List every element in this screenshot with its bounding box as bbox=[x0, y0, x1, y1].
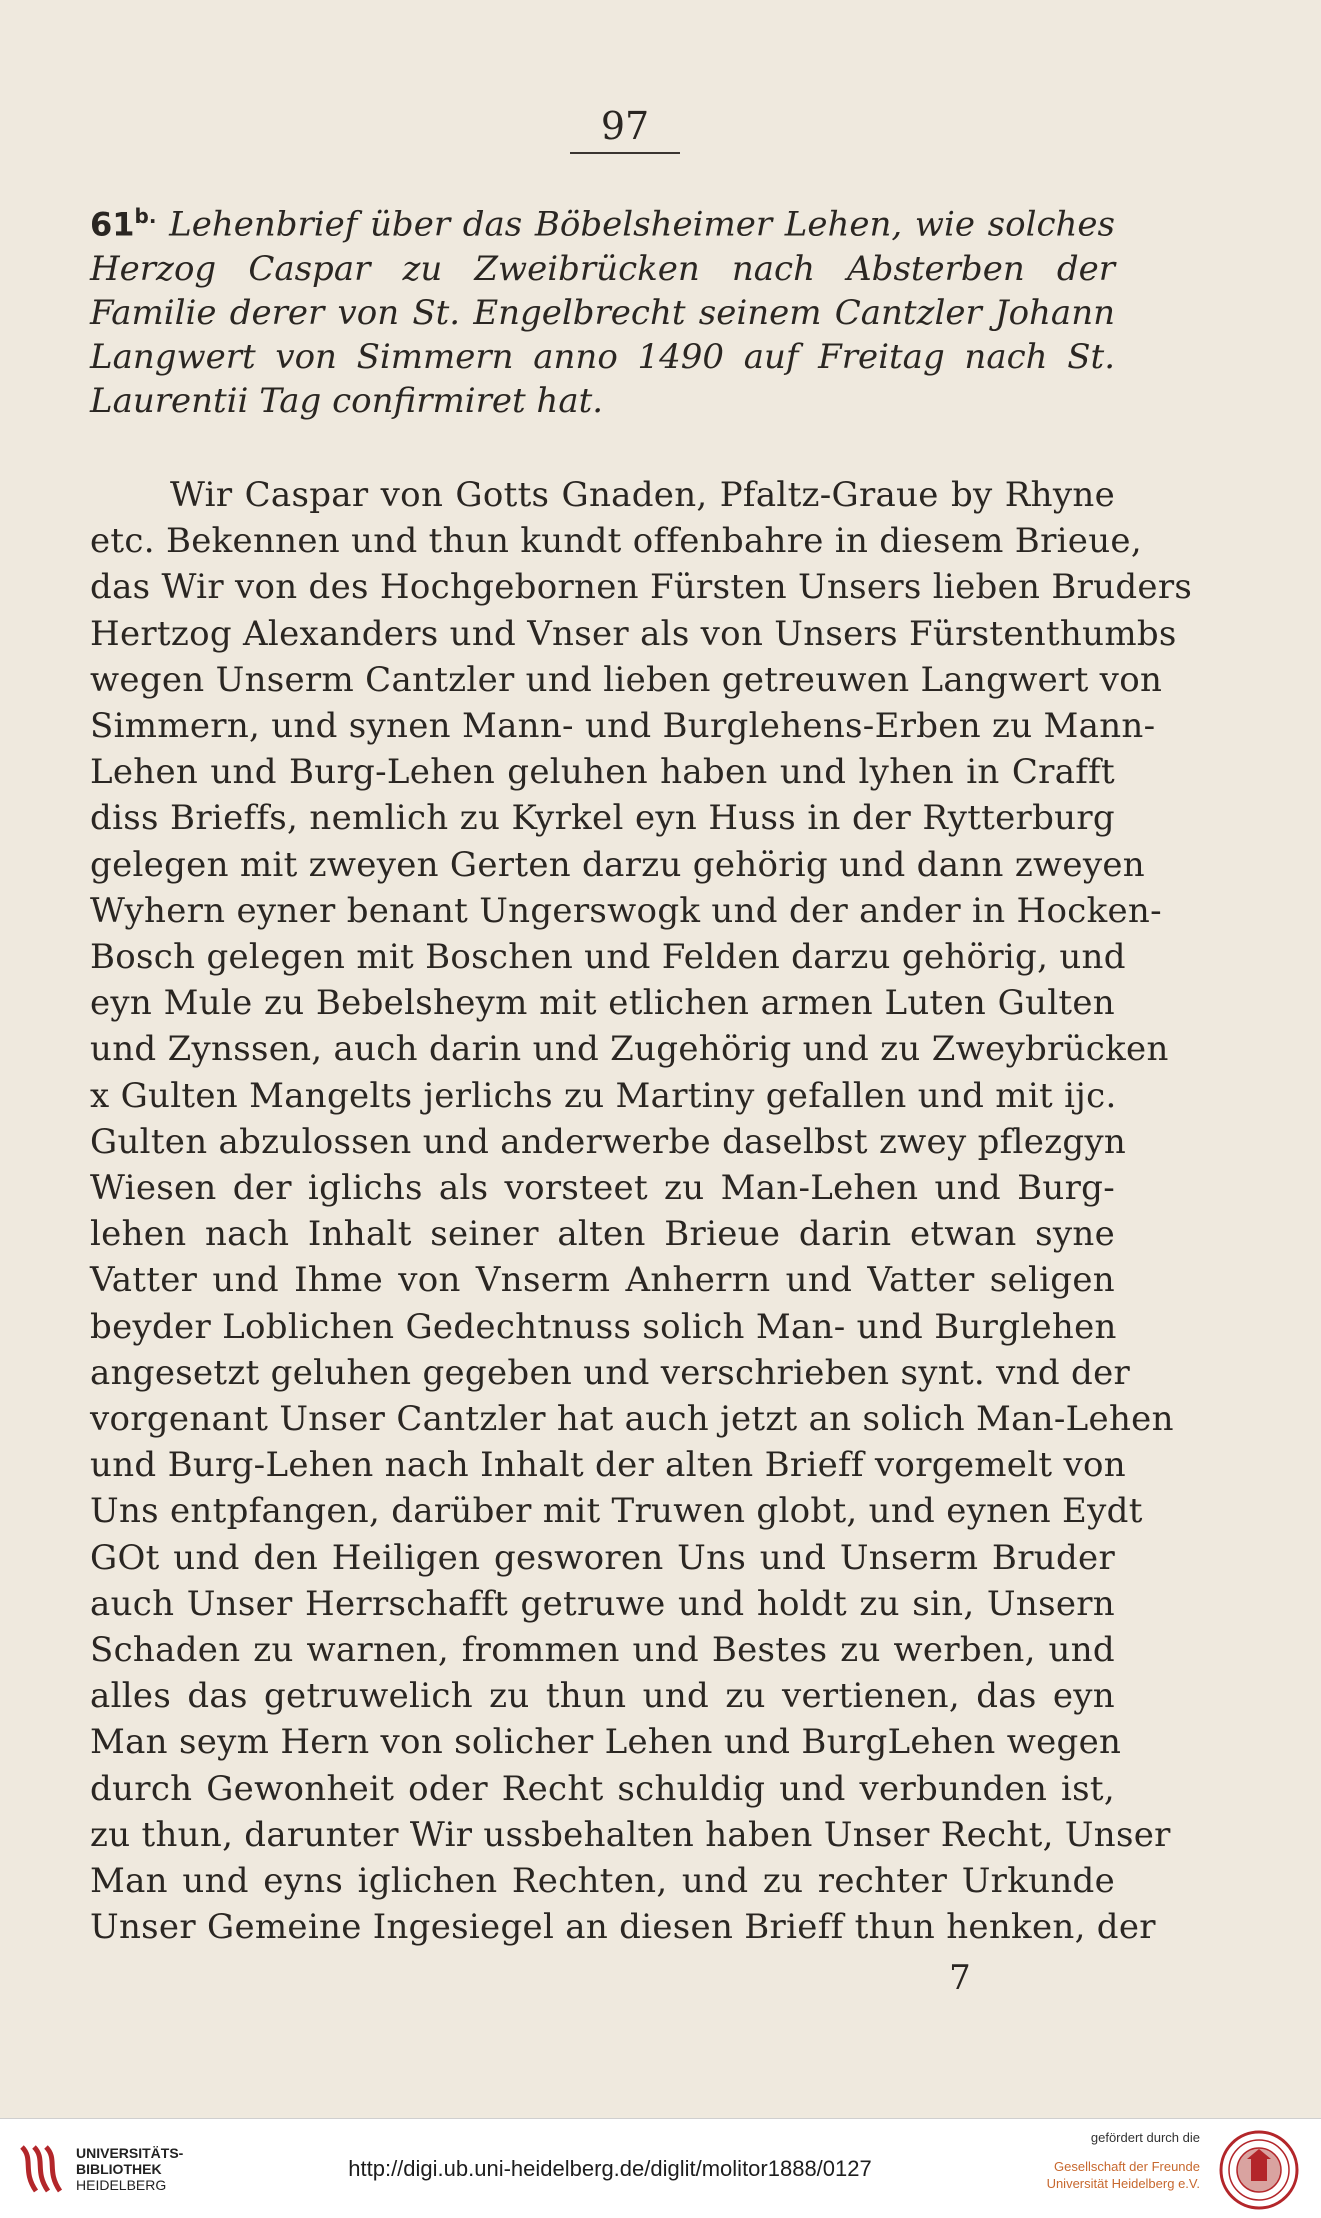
page-number: 97 bbox=[600, 104, 650, 148]
text-line: Wyhern eyner benant Ungerswogk und der ander in Hocken- bbox=[90, 890, 1162, 931]
sponsor-intro: gefördert durch die bbox=[1090, 2130, 1200, 2145]
page-number-rule bbox=[570, 152, 680, 154]
text-line: durch Gewonheit oder Recht schuldig und verbunden ist, bbox=[90, 1768, 1115, 1809]
sheet-signature-number: 7 bbox=[949, 1958, 971, 1998]
text-line: gelegen mit zweyen Gerten darzu gehörig und dann zweyen bbox=[90, 844, 1145, 885]
text-line: Man und eyns iglichen Rechten, und zu rechter Urkunde bbox=[90, 1861, 1115, 1902]
text-line: Uns entpfangen, darüber mit Truwen globt, und eynen Eydt bbox=[90, 1491, 1143, 1532]
document-heading bbox=[90, 194, 1115, 423]
text-line: Unser Gemeine Ingesiegel an diesen Brieff thun henken, der bbox=[90, 1907, 1156, 1948]
text-line: wegen Unserm Cantzler und lieben getreuwen Langwert von bbox=[90, 659, 1163, 700]
text-line: Wiesen der iglichs als vorsteet zu Man-Lehen und Burg- bbox=[90, 1168, 1115, 1209]
library-name-line: HEIDELBERG bbox=[76, 2177, 167, 2193]
text-line: Man seym Hern von solicher Lehen und BurgLehen wegen bbox=[90, 1722, 1122, 1763]
sponsor-org-line: Universität Heidelberg e.V. bbox=[1046, 2176, 1200, 2191]
text-line: eyn Mule zu Bebelsheym mit etlichen armen Luten Gulten bbox=[90, 983, 1115, 1024]
document-heading-text: Lehenbrief über das Böbelsheimer Lehen, wie solches Herzog Caspar zu Zweibrücken nach Absterben der Familie derer von St. Engelbrecht seinem Cantzler Johann Langwert von Simmern anno 1490 auf Freitag nach St. Laurentii Tag confirmiret hat. bbox=[90, 204, 1115, 422]
text-line: diss Brieffs, nemlich zu Kyrkel eyn Huss in der Rytterburg bbox=[90, 798, 1115, 839]
text-line: Wir Caspar von Gotts Gnaden, Pfaltz-Graue by Rhyne bbox=[170, 475, 1115, 515]
document-number-suffix: b. bbox=[134, 204, 157, 228]
university-library-name bbox=[76, 2145, 183, 2193]
document-number: 61 bbox=[90, 205, 135, 244]
text-line: zu thun, darunter Wir ussbehalten haben Unser Recht, Unser bbox=[90, 1814, 1171, 1855]
text-line: auch Unser Herrschafft getruwe und holdt zu sin, Unsern bbox=[90, 1583, 1115, 1624]
permalink-url[interactable]: http://digi.ub.uni-heidelberg.de/diglit/molitor1888/0127 bbox=[348, 2156, 872, 2181]
text-line: angesetzt geluhen gegeben und verschrieben synt. vnd der bbox=[90, 1352, 1131, 1393]
text-line: alles das getruwelich zu thun und zu vertienen, das eyn bbox=[90, 1676, 1115, 1717]
text-line: GOt und den Heiligen gesworen Uns und Unserm Bruder bbox=[90, 1537, 1115, 1578]
viewer-footer bbox=[0, 2118, 1321, 2218]
text-line: beyder Loblichen Gedechtnuss solich Man- und Burglehen bbox=[90, 1306, 1117, 1347]
text-line: Simmern, und synen Mann- und Burglehens-Erben zu Mann- bbox=[90, 706, 1156, 747]
text-line: Gulten abzulossen und anderwerbe daselbst zwey pflezgyn bbox=[90, 1121, 1127, 1162]
text-line: das Wir von des Hochgebornen Fürsten Unsers lieben Bruders bbox=[90, 567, 1193, 608]
text-line: und Zynssen, auch darin und Zugehörig und zu Zweybrücken bbox=[90, 1029, 1169, 1070]
text-line: Lehen und Burg-Lehen geluhen haben und lyhen in Crafft bbox=[90, 752, 1115, 793]
sponsor-org-line: Gesellschaft der Freunde bbox=[1054, 2159, 1200, 2174]
university-seal-icon bbox=[1218, 2129, 1300, 2211]
text-line: Schaden zu warnen, frommen und Bestes zu werben, und bbox=[90, 1630, 1115, 1671]
body-text bbox=[90, 472, 1193, 1951]
text-line: etc. Bekennen und thun kundt offenbahre in diesem Brieue, bbox=[90, 521, 1142, 562]
library-name-line: UNIVERSITÄTS- bbox=[76, 2145, 184, 2161]
library-name-line: BIBLIOTHEK bbox=[76, 2161, 162, 2177]
text-line: Hertzog Alexanders und Vnser als von Unsers Fürstenthumbs bbox=[90, 613, 1177, 654]
text-line: x Gulten Mangelts jerlichs zu Martiny gefallen und mit ijc. bbox=[90, 1075, 1117, 1116]
university-library-logo-icon bbox=[14, 2141, 66, 2197]
text-line: und Burg-Lehen nach Inhalt der alten Brieff vorgemelt von bbox=[90, 1445, 1126, 1486]
text-line: vorgenant Unser Cantzler hat auch jetzt an solich Man-Lehen bbox=[90, 1399, 1174, 1440]
text-line: Vatter und Ihme von Vnserm Anherrn und Vatter seligen bbox=[90, 1260, 1115, 1301]
sponsor-organization[interactable] bbox=[990, 2158, 1200, 2192]
text-line: Bosch gelegen mit Boschen und Felden darzu gehörig, und bbox=[90, 937, 1126, 978]
text-line: lehen nach Inhalt seiner alten Brieue darin etwan syne bbox=[90, 1214, 1115, 1255]
sponsor-credit bbox=[990, 2129, 1200, 2192]
